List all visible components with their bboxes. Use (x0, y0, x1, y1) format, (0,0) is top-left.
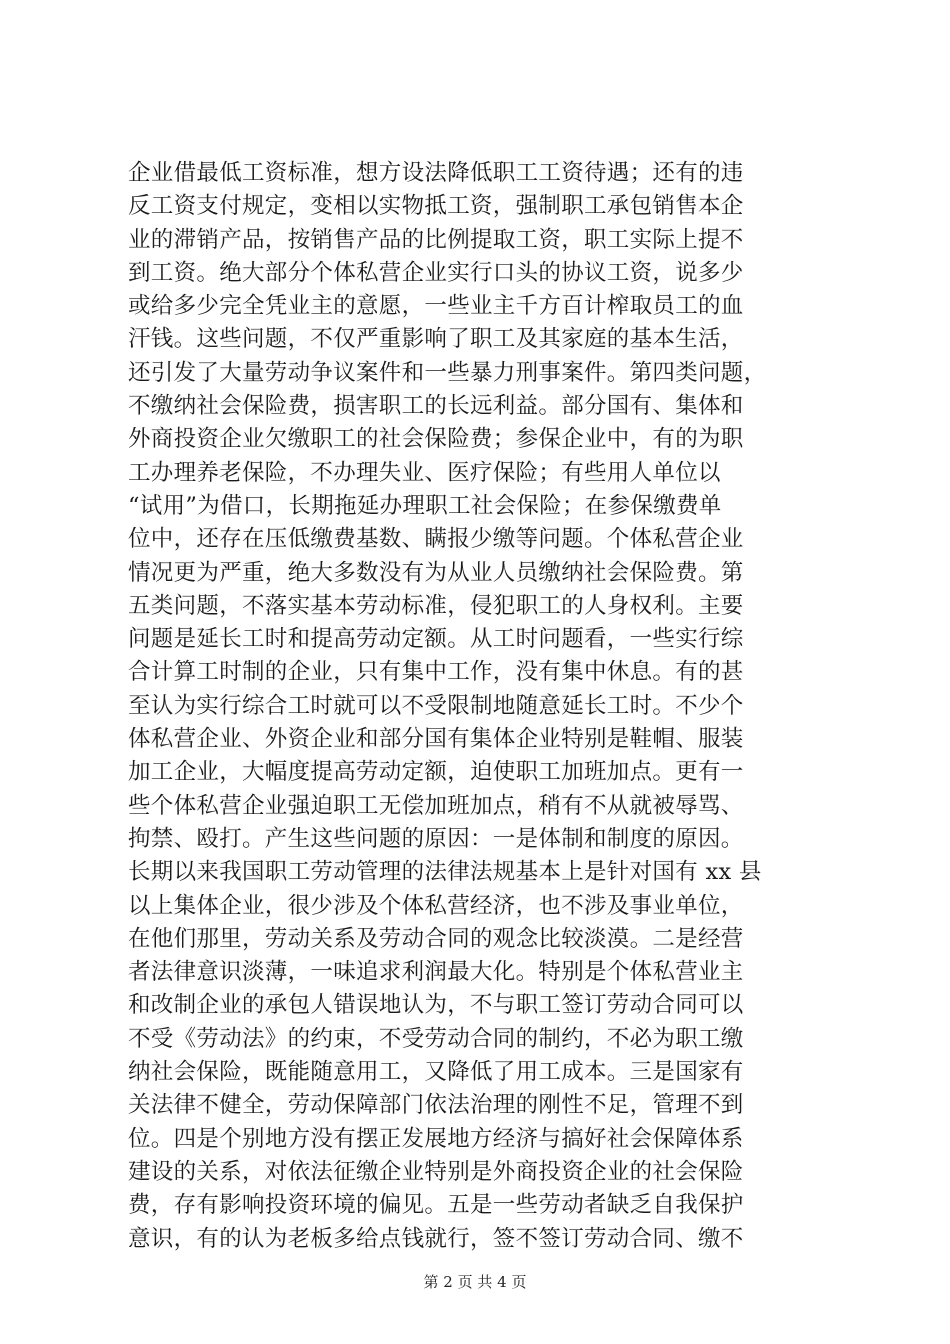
text-line: 外商投资企业欠缴职工的社会保险费；参保企业中，有的为职 (128, 426, 744, 453)
text-line: 不缴纳社会保险费，损害职工的长远利益。部分国有、集体和 (128, 393, 744, 420)
text-line: 位中，还存在压低缴费基数、瞒报少缴等问题。个体私营企业 (128, 526, 744, 553)
text-line: 体私营企业、外资企业和部分国有集体企业特别是鞋帽、服装 (128, 726, 744, 753)
text-line: 长期以来我国职工劳动管理的法律法规基本上是针对国有 xx 县 (128, 859, 762, 886)
text-line: “试用”为借口，长期拖延办理职工社会保险；在参保缴费单 (128, 492, 722, 519)
text-line: 业的滞销产品，按销售产品的比例提取工资，职工实际上提不 (128, 226, 744, 253)
text-line: 企业借最低工资标准，想方设法降低职工工资待遇；还有的违 (128, 160, 744, 186)
text-line: 在他们那里，劳动关系及劳动合同的观念比较淡漠。二是经营 (128, 925, 744, 952)
body-text (128, 157, 828, 1256)
text-line: 问题是延长工时和提高劳动定额。从工时问题看，一些实行综 (128, 626, 744, 653)
text-line: 还引发了大量劳动争议案件和一些暴力刑事案件。第四类问题， (128, 359, 767, 386)
text-line: 和改制企业的承包人错误地认为，不与职工签订劳动合同可以 (128, 992, 744, 1019)
text-line: 关法律不健全，劳动保障部门依法治理的刚性不足，管理不到 (128, 1092, 744, 1119)
text-line: 合计算工时制的企业，只有集中工作，没有集中休息。有的甚 (128, 659, 744, 686)
text-line: 者法律意识淡薄，一味追求利润最大化。特别是个体私营业主 (128, 959, 744, 986)
text-line: 以上集体企业，很少涉及个体私营经济，也不涉及事业单位， (128, 892, 744, 919)
text-line: 加工企业，大幅度提高劳动定额，迫使职工加班加点。更有一 (128, 759, 744, 786)
text-line: 纳社会保险，既能随意用工，又降低了用工成本。三是国家有 (128, 1059, 744, 1086)
text-line: 建设的关系，对依法征缴企业特别是外商投资企业的社会保险 (128, 1158, 744, 1185)
text-line: 至认为实行综合工时就可以不受限制地随意延长工时。不少个 (128, 692, 744, 719)
text-line: 情况更为严重，绝大多数没有为从业人员缴纳社会保险费。第 (128, 559, 744, 586)
text-line: 拘禁、殴打。产生这些问题的原因：一是体制和制度的原因。 (128, 825, 744, 852)
text-line: 到工资。绝大部分个体私营企业实行口头的协议工资，说多少 (128, 259, 744, 286)
text-line: 汗钱。这些问题，不仅严重影响了职工及其家庭的基本生活， (128, 326, 744, 353)
text-line: 位。四是个别地方没有摆正发展地方经济与搞好社会保障体系 (128, 1125, 744, 1152)
text-line: 不受《劳动法》的约束，不受劳动合同的制约，不必为职工缴 (128, 1025, 744, 1052)
text-line: 些个体私营企业强迫职工无偿加班加点，稍有不从就被辱骂、 (128, 792, 744, 819)
text-line: 费，存有影响投资环境的偏见。五是一些劳动者缺乏自我保护 (128, 1192, 744, 1219)
text-line: 五类问题，不落实基本劳动标准，侵犯职工的人身权利。主要 (128, 592, 744, 619)
text-line: 意识，有的认为老板多给点钱就行，签不签订劳动合同、缴不 (128, 1225, 744, 1252)
text-line: 反工资支付规定，变相以实物抵工资，强制职工承包销售本企 (128, 193, 744, 220)
page-footer: 第 2 页 共 4 页 (423, 1273, 527, 1291)
text-line: 工办理养老保险，不办理失业、医疗保险；有些用人单位以 (128, 459, 721, 486)
text-line: 或给多少完全凭业主的意愿，一些业主千方百计榨取员工的血 (128, 293, 744, 320)
